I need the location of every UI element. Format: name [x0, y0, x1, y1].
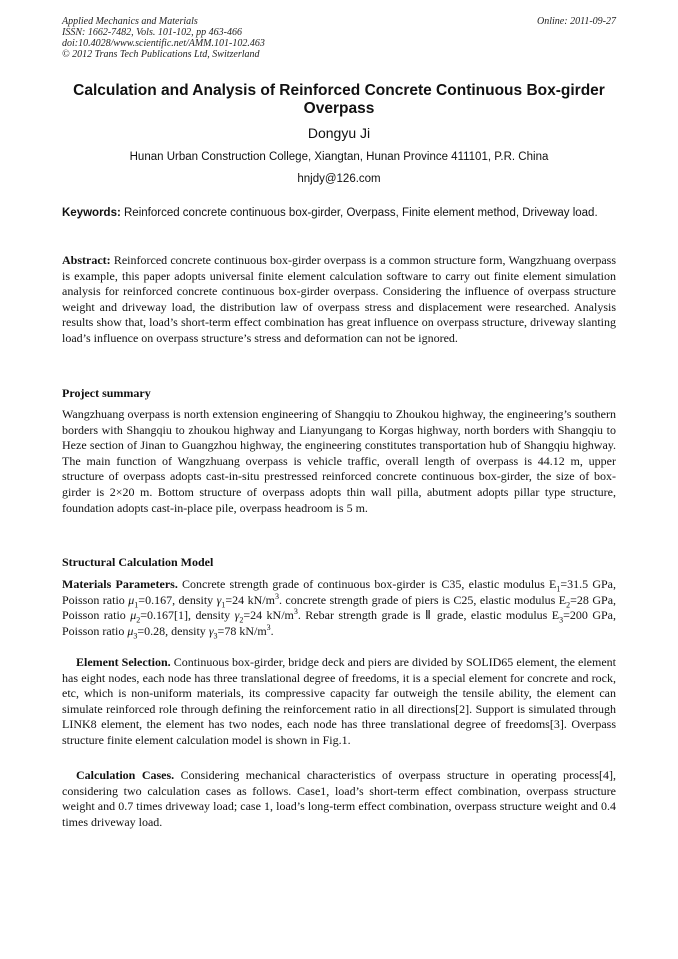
online-date: Online: 2011-09-27 [537, 16, 616, 27]
superscript: 3 [274, 591, 279, 601]
subscript: 3 [213, 631, 218, 641]
materials-text: =0.28, density [137, 623, 209, 638]
materials-text: =78 kN/m [217, 623, 267, 638]
issn-line: ISSN: 1662-7482, Vols. 101-102, pp 463-466 [62, 27, 242, 38]
calculation-cases-label: Calculation Cases. [76, 768, 175, 782]
superscript: 3 [293, 607, 298, 617]
keywords [62, 206, 616, 220]
element-selection-paragraph [62, 655, 616, 749]
abstract-text: Reinforced concrete continuous box-girder overpass is a common structure form, Wangzhuang overpass is example, this paper adopts universal finite element calculation software to carry out finite element simulation analysis for reinforced concrete continuous box-girder overpass. Considering the influence of overpass structure weight and driveway load, the distribution law of overpass stress and displacement were researched. Analysis results show that, load’s short-term effect combination has great influence on overpass structure, driveway slanting load’s influence on overpass structure’s stress and deformation can not be ignored. [62, 253, 616, 345]
materials-text: =31.5 GPa, Poisson ratio [62, 577, 616, 607]
materials-text: =24 kN/m [243, 608, 294, 623]
doi-line: doi:10.4028/www.scientific.net/AMM.101-102.463 [62, 38, 265, 49]
materials-text: =28 GPa, Poisson ratio [62, 592, 617, 623]
mu-symbol: μ [130, 608, 137, 623]
materials-text: . [270, 623, 274, 638]
gamma-symbol: γ [234, 608, 240, 623]
mu-symbol: μ [127, 623, 134, 638]
author-email: hnjdy@126.com [297, 173, 381, 185]
section-heading-project: Project summary [62, 386, 151, 400]
calculation-cases-paragraph [62, 768, 616, 830]
paper-title: Calculation and Analysis of Reinforced Concrete Continuous Box-girder Overpass [73, 82, 605, 117]
materials-text: =200 GPa, Poisson ratio [62, 608, 616, 638]
copyright-line: © 2012 Trans Tech Publications Ltd, Switzerland [62, 49, 260, 60]
element-selection-text: Continuous box-girder, bridge deck and piers are divided by SOLID65 element, the element has eight nodes, each node has three translational degree of freedoms, it is a special element for concrete and rock, etc, which is non-uniform materials, its compressive capacity far outweigh the tensile ability, the element can simulate reinforced role through defining the reinforcement ratio in all directions[2]. Support is simulated through LINK8 element, the element has two nodes, each node has three translational degree of freedoms[3]. Overpass structure finite element calculation model is shown in Fig.1. [62, 655, 616, 747]
abstract-label: Abstract: [62, 253, 111, 267]
subscript: 2 [239, 615, 244, 625]
gamma-symbol: γ [216, 592, 222, 607]
materials-text: =0.167[1], density [140, 608, 235, 623]
materials-paragraph [62, 577, 616, 639]
subscript: 1 [134, 599, 139, 609]
keywords-label: Keywords: [62, 207, 121, 219]
element-selection-label: Element Selection. [76, 655, 171, 669]
materials-text: . Rebar strength grade is Ⅱ grade, elastic modulus E [297, 608, 560, 623]
keywords-text: Reinforced concrete continuous box-girder, Overpass, Finite element method, Driveway load. [120, 207, 598, 219]
materials-text: . concrete strength grade of piers is C25, elastic modulus E [278, 592, 567, 607]
author-name: Dongyu Ji [307, 125, 371, 141]
subscript: 2 [136, 615, 141, 625]
gamma-symbol: γ [208, 623, 214, 638]
section-heading-structural: Structural Calculation Model [62, 555, 214, 569]
subscript: 1 [221, 599, 226, 609]
affiliation: Hunan Urban Construction College, Xiangtan, Hunan Province 411101, P.R. China [129, 151, 549, 163]
calculation-cases-text: Considering mechanical characteristics of overpass structure in operating process[4], considering two calculation cases as follows. Case1, load’s short-term effect combination, overpass structure weight and 0.7 times driveway load; case 1, load’s long-term effect combination, overpass structure weight and 0.4 times driveway load. [62, 768, 616, 829]
materials-text: =0.167, density [138, 592, 217, 607]
journal-name: Applied Mechanics and Materials [62, 16, 198, 27]
subscript: 1 [556, 584, 561, 594]
materials-text: =24 kN/m [225, 592, 275, 607]
subscript: 3 [559, 615, 564, 625]
abstract [62, 253, 616, 347]
journal-header [62, 16, 616, 60]
materials-text: Concrete strength grade of continuous box-girder is C35, elastic modulus E [177, 577, 557, 591]
materials-label: Materials Parameters. [62, 577, 178, 591]
subscript: 3 [133, 631, 138, 641]
project-summary-text: Wangzhuang overpass is north extension engineering of Shangqiu to Zhoukou highway, the engineering’s southern borders with Shangqiu to zhoukou highway and Lianyungang to Korgas highway, north borders with Shangqiu to Heze section of Jinan to Guangzhou highway, the engineering constitutes transportation hub of Shangqiu highway. The main function of Wangzhuang overpass is vehicle traffic, overall length of overpass is 44.12 m, upper structure of overpass adopts cast-in-situ prestressed reinforced concrete continuous box-girder, the size of box-girder is 2×20 m. Bottom structure of overpass adopts thin wall pilla, abutment adopts pillar type structure, foundation adopts cast-in-place pile, overpass headroom is 5 m. [62, 407, 616, 515]
superscript: 3 [266, 622, 271, 632]
subscript: 2 [566, 599, 571, 609]
mu-symbol: μ [128, 592, 135, 607]
